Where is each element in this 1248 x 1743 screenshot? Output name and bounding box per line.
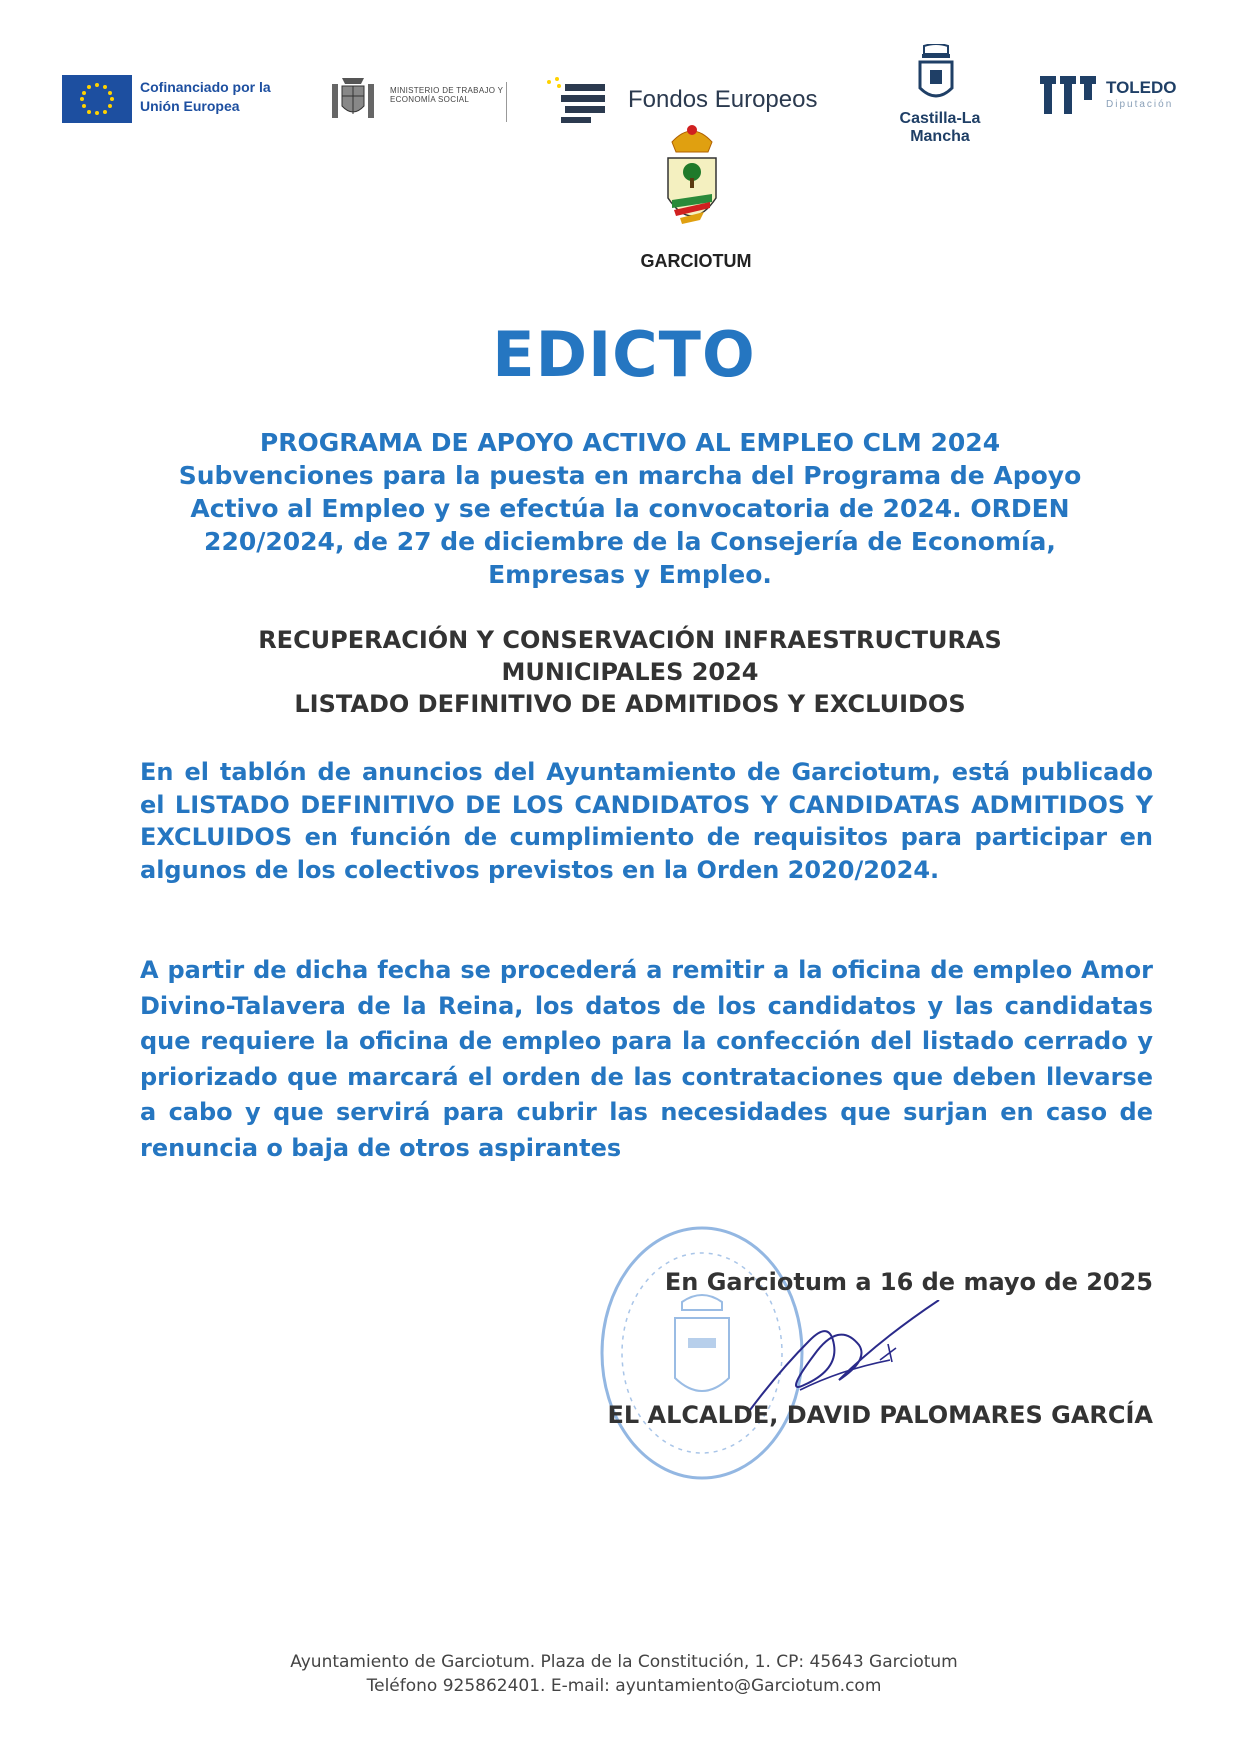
fondos-europeos-label: Fondos Europeos bbox=[628, 86, 818, 113]
subtitle-line: Activo al Empleo y se efectúa la convocatoria de 2024. ORDEN bbox=[190, 494, 1070, 523]
program-subtitle bbox=[130, 426, 1130, 591]
spain-coat-of-arms-icon bbox=[328, 70, 378, 126]
heading-line: MUNICIPALES 2024 bbox=[501, 658, 759, 686]
castilla-la-mancha-emblem-icon bbox=[912, 44, 960, 108]
list-heading bbox=[150, 624, 1110, 720]
fondos-europeos-icon bbox=[545, 76, 615, 124]
toledo-label: TOLEDO bbox=[1106, 78, 1177, 97]
body-paragraph-2: A partir de dicha fecha se procederá a remitir a la oficina de empleo Amor Divino-Talavera de la Reina, los datos de los candidatos y las candidatas que requiere la oficina de empleo para la confección del listado cerrado y priorizado que marcará el orden de las contrataciones que deben llevarse a cabo y que servirá para cubrir las necesidades que surjan en caso de renuncia o baja de otros aspirantes bbox=[140, 956, 1153, 1162]
subtitle-line: PROGRAMA DE APOYO ACTIVO AL EMPLEO CLM 2024 bbox=[259, 428, 1001, 457]
date-line: En Garciotum a 16 de mayo de 2025 bbox=[664, 1268, 1153, 1296]
garciotum-coat-of-arms-icon bbox=[662, 122, 722, 236]
eu-flag-logo bbox=[62, 75, 132, 123]
ministry-label: MINISTERIO DE TRABAJO Y ECONOMÍA SOCIAL bbox=[390, 86, 504, 104]
footer-contact: Teléfono 925862401. E-mail: ayuntamiento@Garciotum.com bbox=[366, 1676, 882, 1696]
signer-name: EL ALCALDE, DAVID PALOMARES GARCÍA bbox=[607, 1401, 1153, 1429]
heading-line: RECUPERACIÓN Y CONSERVACIÓN INFRAESTRUCTURAS bbox=[258, 626, 1002, 654]
heading-line: LISTADO DEFINITIVO DE ADMITIDOS Y EXCLUIDOS bbox=[294, 690, 966, 718]
toledo-sub-label: Diputación bbox=[1106, 99, 1174, 110]
subtitle-line: 220/2024, de 27 de diciembre de la Consejería de Economía, bbox=[204, 527, 1056, 556]
subtitle-line: Subvenciones para la puesta en marcha del Programa de Apoyo bbox=[178, 461, 1082, 490]
document-title: EDICTO bbox=[492, 318, 756, 391]
eu-cofinancing-label: Cofinanciado por la Unión Europea bbox=[140, 79, 271, 114]
body-paragraph-1: En el tablón de anuncios del Ayuntamiento de Garciotum, está publicado el LISTADO DEFINITIVO DE LOS CANDIDATOS Y CANDIDATAS ADMITIDOS Y EXCLUIDOS en función de cumplimiento de requisitos para participar en algunos de los colectivos previstos en la Orden 2020/2024. bbox=[140, 758, 1153, 884]
subtitle-line: Empresas y Empleo. bbox=[488, 560, 772, 589]
town-name: GARCIOTUM bbox=[640, 251, 752, 271]
castilla-la-mancha-label: Castilla-La Mancha bbox=[899, 110, 981, 145]
logo-divider bbox=[506, 82, 507, 122]
toledo-diputacion-icon bbox=[1040, 72, 1096, 116]
footer-address: Ayuntamiento de Garciotum. Plaza de la Constitución, 1. CP: 45643 Garciotum bbox=[290, 1652, 958, 1672]
